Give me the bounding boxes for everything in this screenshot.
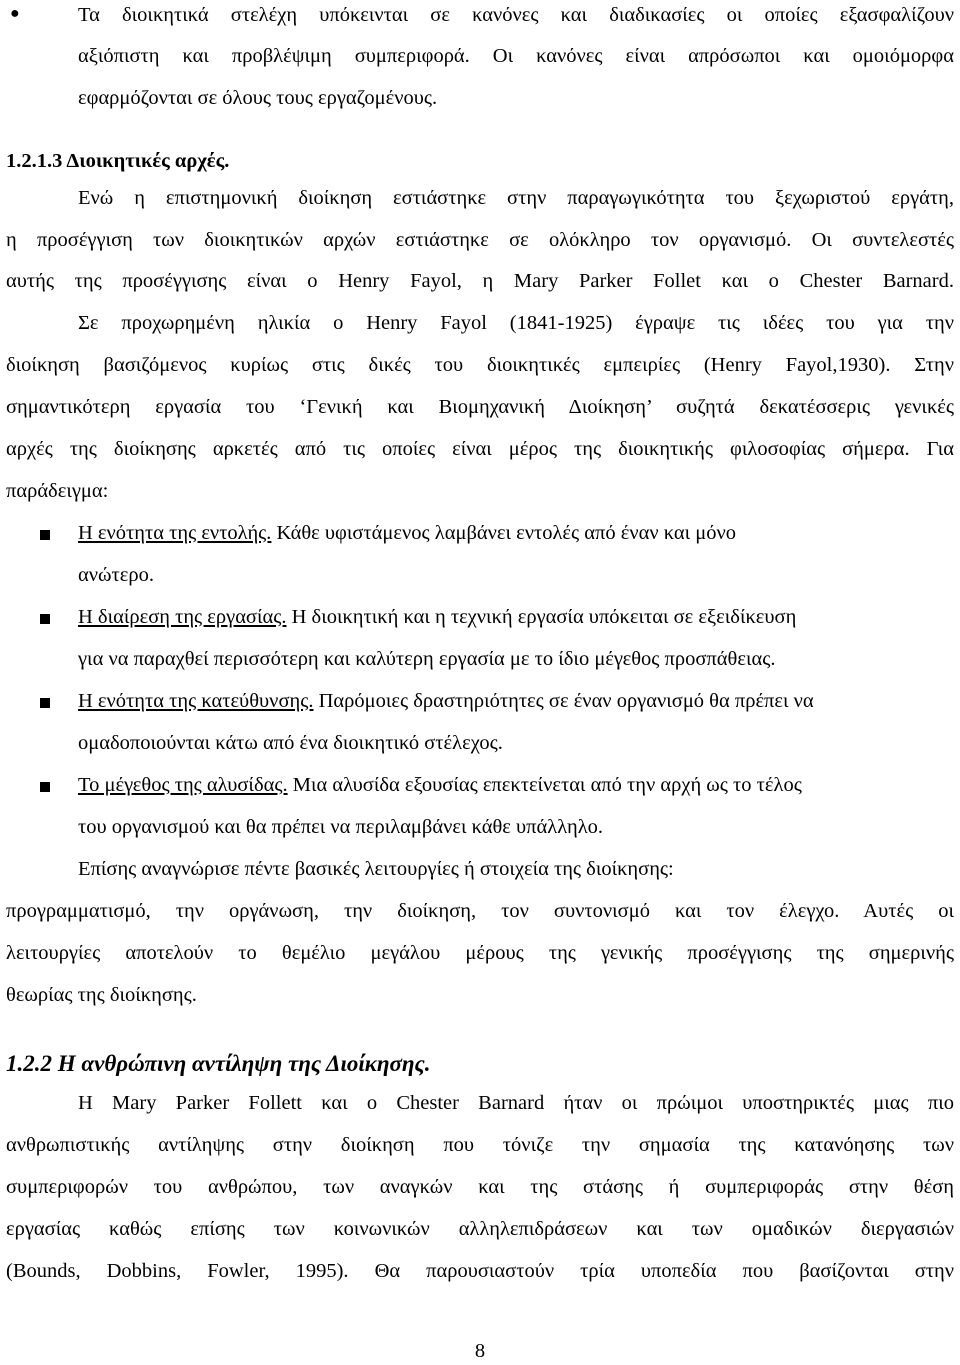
- bullet-line: εφαρμόζονται σε όλους τους εργαζομένους.: [78, 87, 438, 109]
- principle-title: Το μέγεθος της αλυσίδας.: [78, 774, 288, 796]
- principle-title: Η διαίρεση της εργασίας.: [78, 606, 287, 628]
- paragraph-line: αυτής της προσέγγισης είναι ο Henry Fayol, η Mary Parker Follet και ο Chester Barnard.: [6, 270, 954, 292]
- section-heading: 1.2.2 Η ανθρώπινη αντίληψη της Διοίκησης.: [6, 1051, 431, 1076]
- paragraph-line: η προσέγγιση των διοικητικών αρχών εστιάστηκε σε ολόκληρο τον οργανισμό. Οι συντελεστές: [6, 229, 954, 251]
- paragraph-line: θεωρίας της διοίκησης.: [6, 984, 197, 1006]
- paragraph-line: λειτουργίες αποτελούν το θεμέλιο μεγάλου μέρους της γενικής προσέγγισης της σημερινής: [6, 942, 954, 964]
- principle-line: ομαδοποιούνται κάτω από ένα διοικητικό στέλεχος.: [78, 732, 503, 754]
- principle-line: [78, 773, 802, 797]
- principle-line: ανώτερο.: [78, 564, 154, 586]
- page-number: 8: [474, 1340, 486, 1362]
- paragraph-line: προγραμματισμό, την οργάνωση, την διοίκηση, τον συντονισμό και τον έλεγχο. Αυτές οι: [6, 900, 954, 922]
- paragraph-line: ανθρωπιστικής αντίληψης στην διοίκηση που τόνιζε την σημασία της κατανόησης των: [6, 1134, 954, 1156]
- paragraph-line: σημαντικότερη εργασία του ‘Γενική και Βιομηχανική Διοίκηση’ συζητά δεκατέσσερις γενικές: [6, 396, 954, 418]
- paragraph-line: (Bounds, Dobbins, Fowler, 1995). Θα παρουσιαστούν τρία υποπεδία που βασίζονται στην: [6, 1260, 954, 1282]
- principle-line: [78, 689, 814, 713]
- square-bullet-icon: [40, 782, 50, 792]
- paragraph-line: εργασίας καθώς επίσης των κοινωνικών αλληλεπιδράσεων και των ομαδικών διεργασιών: [6, 1218, 954, 1240]
- principle-title: Η ενότητα της κατεύθυνσης.: [78, 690, 314, 712]
- principle-line: για να παραχθεί περισσότερη και καλύτερη εργασία με το ίδιο μέγεθος προσπάθειας.: [78, 648, 776, 670]
- paragraph-line: Η Mary Parker Follett και ο Chester Barnard ήταν οι πρώιμοι υποστηρικτές μιας πιο: [78, 1092, 954, 1114]
- square-bullet-icon: [40, 614, 50, 624]
- principle-line: [78, 605, 796, 629]
- paragraph-line: Σε προχωρημένη ηλικία ο Henry Fayol (1841-1925) έγραψε τις ιδέες του για την: [78, 312, 954, 334]
- principle-line: [78, 521, 736, 545]
- paragraph-line: διοίκηση βασιζόμενος κυρίως στις δικές του διοικητικές εμπειρίες (Henry Fayol,1930). Στην: [6, 354, 954, 376]
- square-bullet-icon: [40, 530, 50, 540]
- bullet-line: αξιόπιστη και προβλέψιμη συμπεριφορά. Οι κανόνες είναι απρόσωποι και ομοιόμορφα: [78, 45, 954, 67]
- paragraph-line: Ενώ η επιστημονική διοίκηση εστιάστηκε στην παραγωγικότητα του ξεχωριστού εργάτη,: [78, 187, 954, 209]
- section-heading: 1.2.1.3 Διοικητικές αρχές.: [6, 150, 230, 172]
- paragraph-line: αρχές της διοίκησης αρκετές από τις οποίες είναι μέρος της διοικητικής φιλοσοφίας σήμερα. Για: [6, 438, 954, 460]
- principle-title: Η ενότητα της εντολής.: [78, 522, 272, 544]
- principle-line: του οργανισμού και θα πρέπει να περιλαμβάνει κάθε υπάλληλο.: [78, 816, 604, 838]
- principle-text: Μια αλυσίδα εξουσίας επεκτείνεται από την αρχή ως το τέλος: [287, 774, 802, 796]
- principle-text: Η διοικητική και η τεχνική εργασία υπόκειται σε εξειδίκευση: [286, 606, 797, 628]
- bullet-dot-icon: ●: [10, 5, 20, 22]
- paragraph-line: Επίσης αναγνώρισε πέντε βασικές λειτουργίες ή στοιχεία της διοίκησης:: [78, 858, 674, 880]
- principle-text: Κάθε υφιστάμενος λαμβάνει εντολές από έναν και μόνο: [271, 522, 737, 544]
- square-bullet-icon: [40, 698, 50, 708]
- principle-text: Παρόμοιες δραστηριότητες σε έναν οργανισμό θα πρέπει να: [313, 690, 814, 712]
- paragraph-line: παράδειγμα:: [6, 480, 109, 502]
- paragraph-line: συμπεριφορών του ανθρώπου, των αναγκών και της στάσης ή συμπεριφοράς στην θέση: [6, 1176, 954, 1198]
- bullet-line: Τα διοικητικά στελέχη υπόκεινται σε κανόνες και διαδικασίες οι οποίες εξασφαλίζουν: [78, 4, 954, 26]
